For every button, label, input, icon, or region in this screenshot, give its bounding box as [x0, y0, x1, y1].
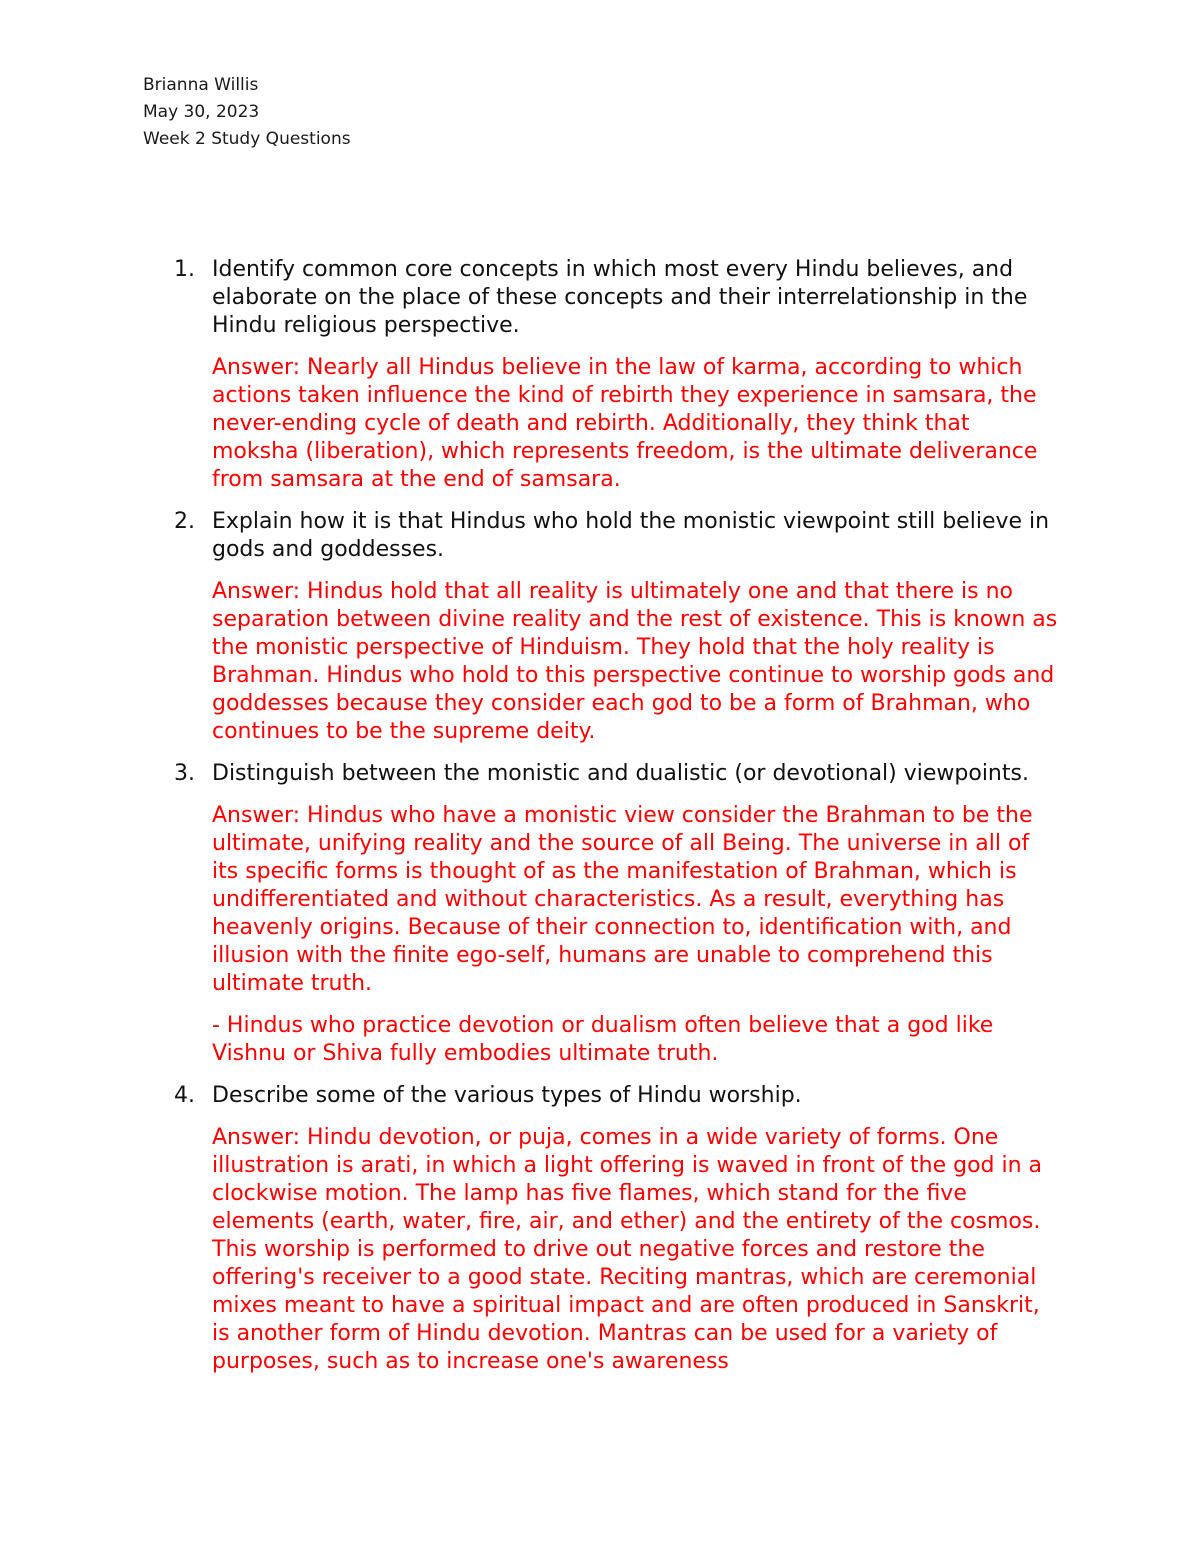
- answer-text: Answer: Hindus hold that all reality is ultimately one and that there is no separation between divine reality and the rest of existence. This is known as the monistic perspective of Hinduism. They hold that the holy reality is Brahman. Hindus who hold to this perspective continue to worship gods and goddesses because they consider each god to be a form of Brahman, who continues to be the supreme deity.: [212, 579, 1058, 744]
- question-text: Describe some of the various types of Hindu worship.: [212, 1083, 802, 1108]
- answer-text: Answer: Nearly all Hindus believe in the law of karma, according to which actions taken influence the kind of rebirth they experience in samsara, the never-ending cycle of death and rebirth. Additionally, they think that moksha (liberation), which represents freedom, is the ultimate deliverance from samsara at the end of samsara.: [212, 355, 1038, 492]
- document-title: Week 2 Study Questions: [143, 129, 351, 149]
- question-text: Identify common core concepts in which most every Hindu believes, and elaborate on the place of these concepts and their interrelationship in the Hindu religious perspective.: [212, 257, 1028, 338]
- answer-text: Answer: Hindu devotion, or puja, comes in a wide variety of forms. One illustration is arati, in which a light offering is waved in front of the god in a clockwise motion. The lamp has five flames, which stand for the five elements (earth, water, fire, air, and ether) and the entirety of the cosmos. This worship is performed to drive out negative forces and restore the offering's receiver to a good state. Reciting mantras, which are ceremonial mixes meant to have a spiritual impact and are often produced in Sanskrit, is another form of Hindu devotion. Mantras can be used for a variety of purposes, such as to increase one's awareness: [212, 1125, 1043, 1374]
- question-number: 1.: [174, 257, 195, 282]
- question-number: 4.: [174, 1083, 195, 1108]
- question-item: [0, 760, 1062, 1068]
- question-number: 3.: [174, 761, 195, 786]
- question-item: [0, 256, 1062, 494]
- question-list: [0, 256, 1200, 1390]
- question-text: Explain how it is that Hindus who hold the monistic viewpoint still believe in gods and goddesses.: [212, 509, 1050, 562]
- answer-text: Answer: Hindus who have a monistic view consider the Brahman to be the ultimate, unifying reality and the source of all Being. The universe in all of its specific forms is thought of as the manifestation of Brahman, which is undifferentiated and without characteristics. As a result, everything has heavenly origins. Because of their connection to, identification with, and illusion with the finite ego-self, humans are unable to comprehend this ultimate truth.: [212, 803, 1033, 996]
- document-date: May 30, 2023: [143, 102, 260, 122]
- question-text: Distinguish between the monistic and dualistic (or devotional) viewpoints.: [212, 761, 1029, 786]
- question-item: [0, 1082, 1062, 1376]
- author-name: Brianna Willis: [143, 75, 259, 95]
- question-item: [0, 508, 1062, 746]
- document-header: [143, 72, 351, 153]
- answer-text: - Hindus who practice devotion or dualism often believe that a god like Vishnu or Shiva fully embodies ultimate truth.: [212, 1013, 994, 1066]
- question-number: 2.: [174, 509, 195, 534]
